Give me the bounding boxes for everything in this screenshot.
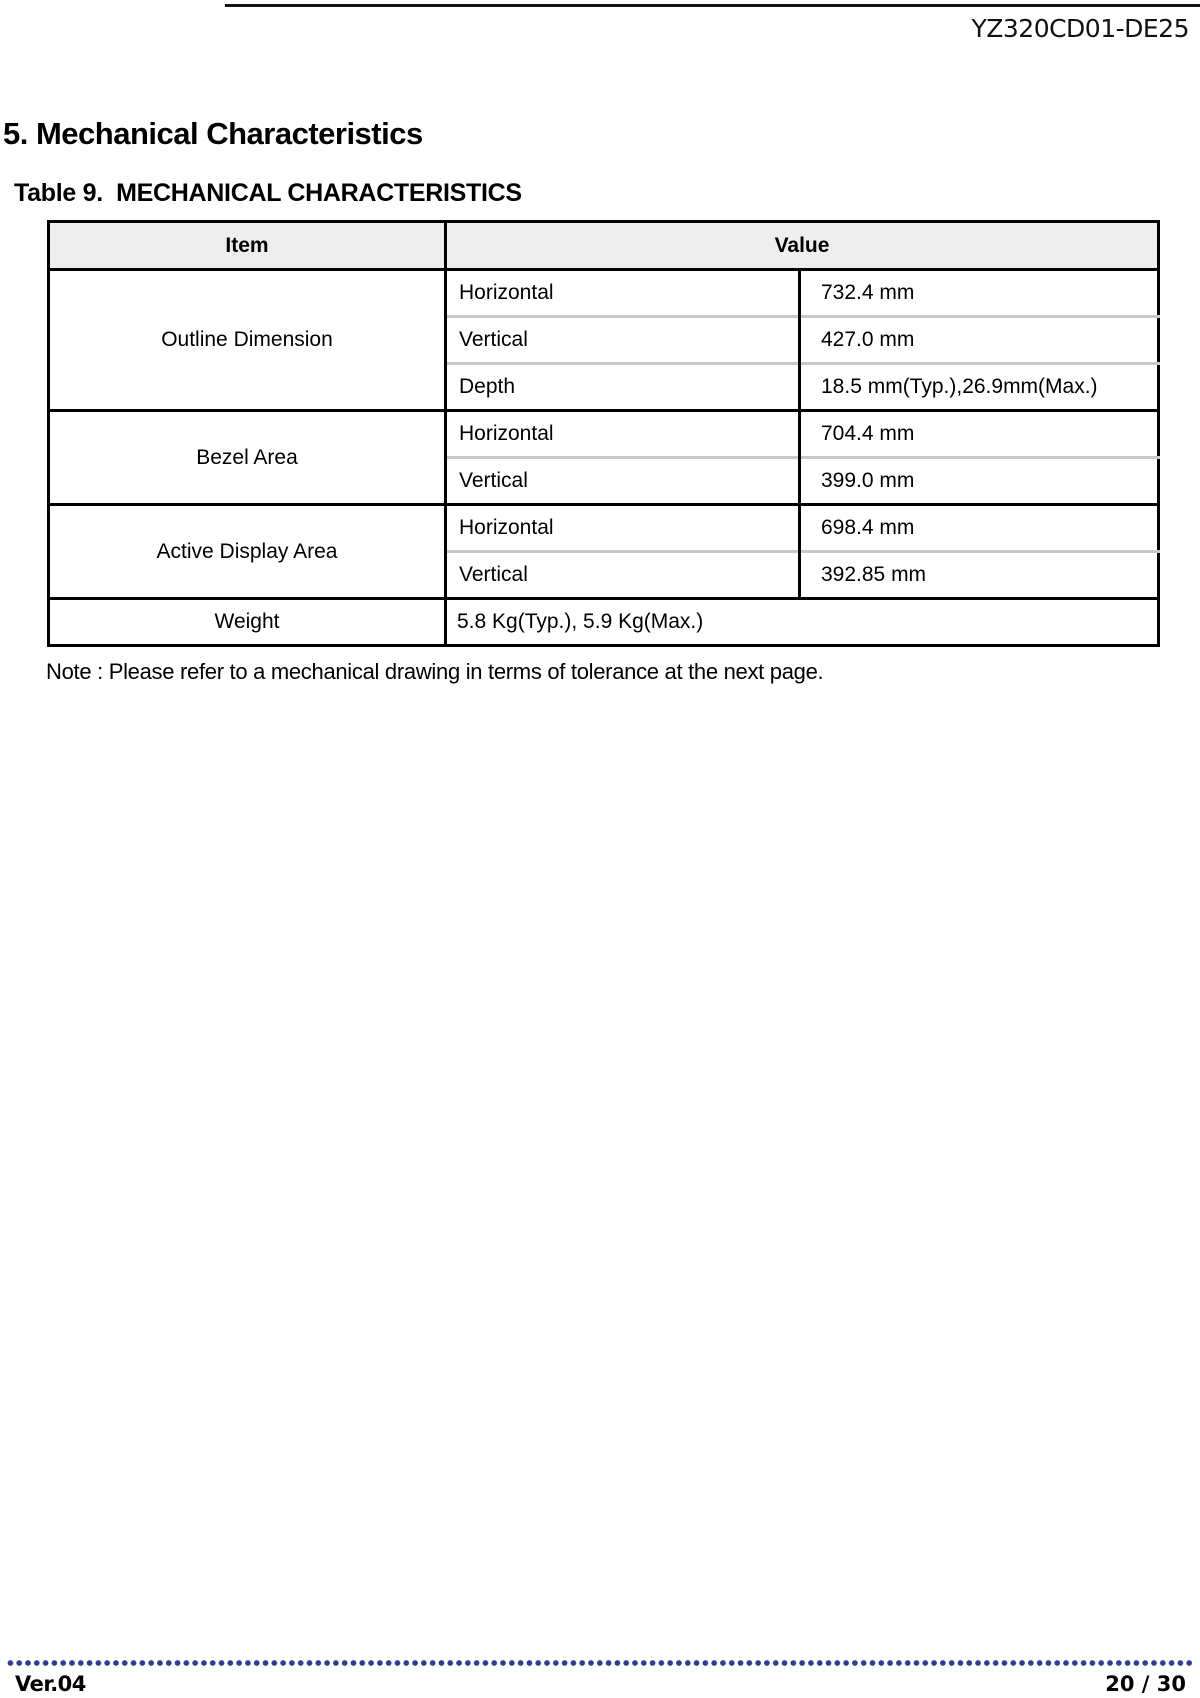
table-row bbox=[49, 505, 1159, 552]
weight-value: 5.8 Kg(Typ.), 5.9 Kg(Max.) bbox=[446, 599, 1159, 646]
document-id: YZ320CD01-DE25 bbox=[971, 14, 1189, 43]
dimension-direction: Vertical bbox=[446, 317, 800, 364]
dimension-value: 399.0 mm bbox=[800, 458, 1159, 505]
item-weight: Weight bbox=[49, 599, 446, 646]
dimension-direction: Horizontal bbox=[446, 411, 800, 458]
dimension-value: 698.4 mm bbox=[800, 505, 1159, 552]
table-row bbox=[49, 270, 1159, 317]
dimension-value: 427.0 mm bbox=[800, 317, 1159, 364]
table-header-row bbox=[49, 222, 1159, 270]
header-rule bbox=[225, 4, 1200, 7]
dimension-value: 18.5 mm(Typ.),26.9mm(Max.) bbox=[800, 364, 1159, 411]
dimension-value: 704.4 mm bbox=[800, 411, 1159, 458]
item-outline-dimension: Outline Dimension bbox=[49, 270, 446, 411]
dimension-direction: Horizontal bbox=[446, 270, 800, 317]
table-caption: Table 9. MECHANICAL CHARACTERISTICS bbox=[14, 179, 522, 207]
dimension-direction: Vertical bbox=[446, 552, 800, 599]
dimension-value: 392.85 mm bbox=[800, 552, 1159, 599]
section-title: 5. Mechanical Characteristics bbox=[3, 116, 423, 151]
table-row bbox=[49, 599, 1159, 646]
footer-dotted-rule bbox=[6, 1660, 1194, 1666]
table-row bbox=[49, 411, 1159, 458]
dimension-direction: Horizontal bbox=[446, 505, 800, 552]
table-note: Note : Please refer to a mechanical drawing in terms of tolerance at the next page. bbox=[46, 659, 824, 684]
footer-version: Ver.04 bbox=[15, 1672, 86, 1696]
item-active-display-area: Active Display Area bbox=[49, 505, 446, 599]
item-bezel-area: Bezel Area bbox=[49, 411, 446, 505]
column-header-value: Value bbox=[446, 222, 1159, 270]
dimension-value: 732.4 mm bbox=[821, 281, 915, 304]
dimension-direction: Depth bbox=[446, 364, 800, 411]
footer-page-number: 20 / 30 bbox=[1105, 1672, 1186, 1696]
mechanical-characteristics-table bbox=[47, 220, 1160, 647]
column-header-item: Item bbox=[49, 222, 446, 270]
dimension-direction: Vertical bbox=[446, 458, 800, 505]
